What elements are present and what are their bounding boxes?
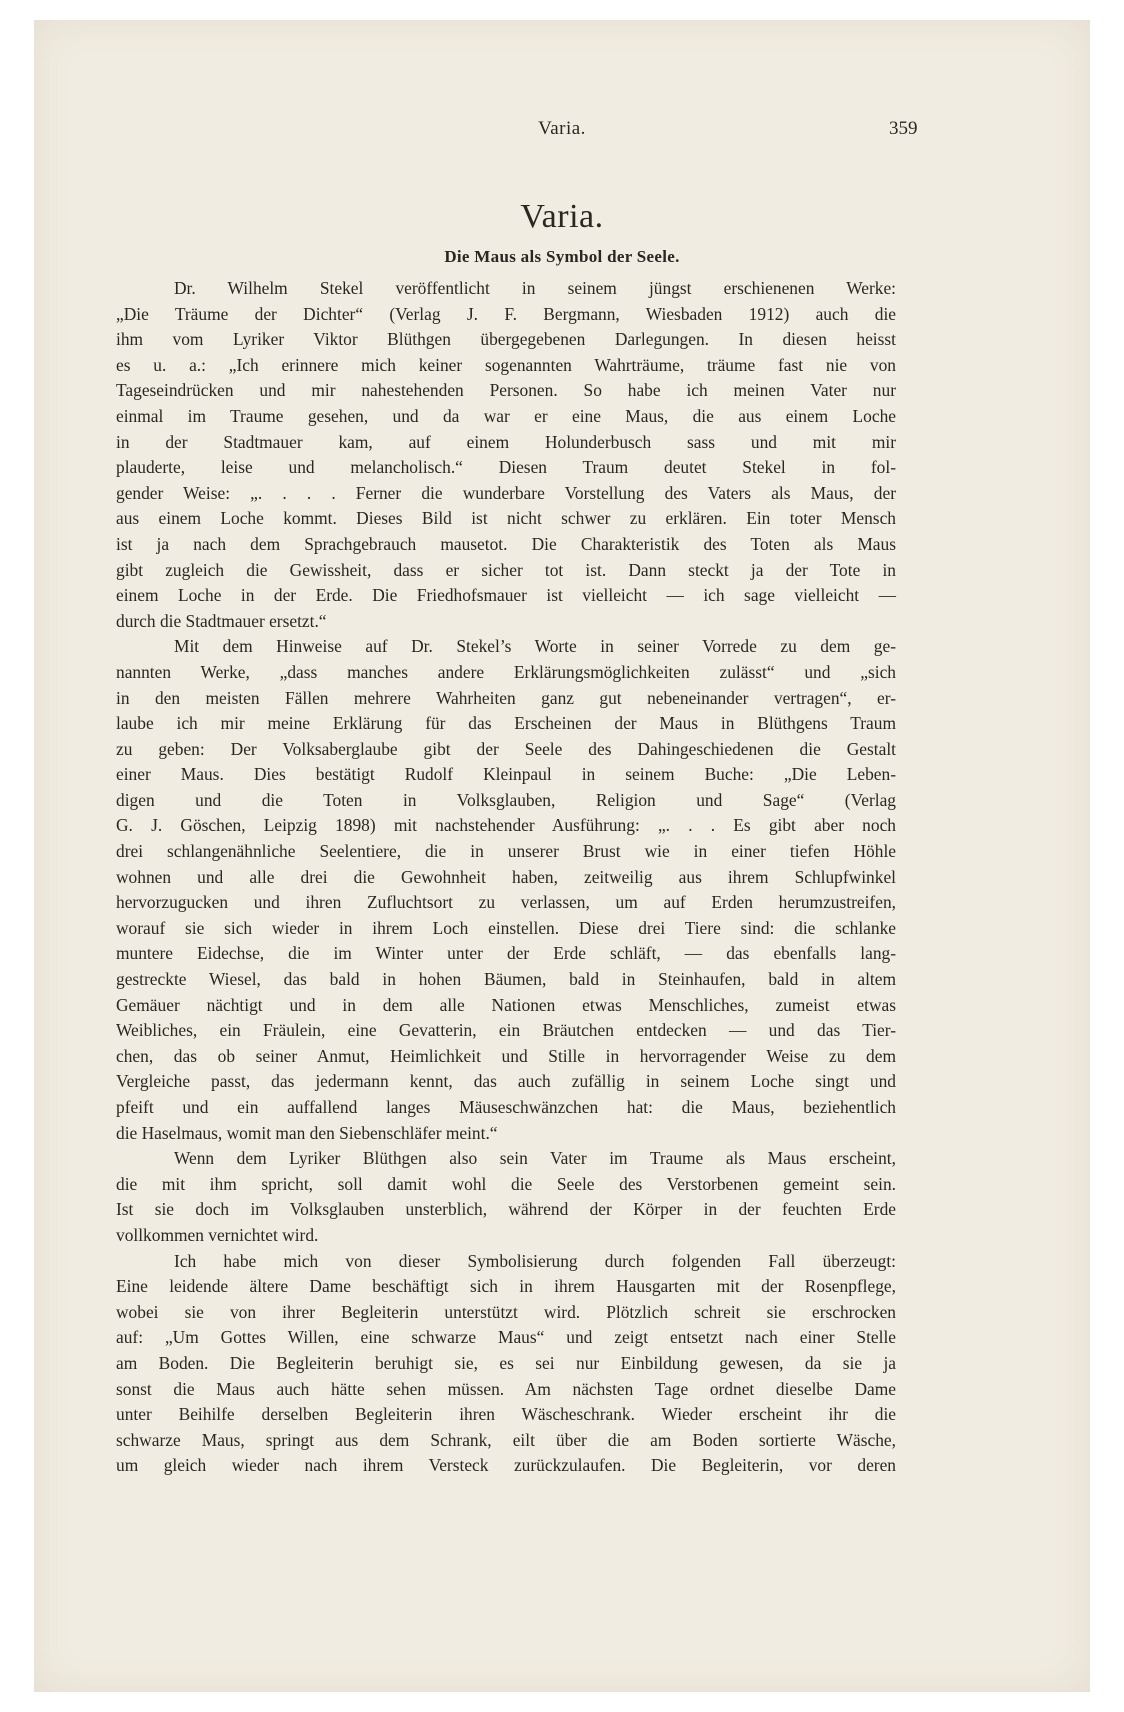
text-line: laube ich mir meine Erklärung für das Erscheinen der Maus in Blüthgens Traum bbox=[116, 713, 896, 734]
text-line: hervorzugucken und ihren Zufluchtsort zu verlassen, um auf Erden herumzustreifen, bbox=[116, 892, 896, 913]
text-line: um gleich wieder nach ihrem Versteck zurückzulaufen. Die Begleiterin, vor deren bbox=[116, 1455, 896, 1476]
section-title: Varia. bbox=[520, 198, 604, 235]
text-line: schwarze Maus, springt aus dem Schrank, eilt über die am Boden sortierte Wäsche, bbox=[116, 1429, 896, 1450]
text-line: Gemäuer nächtigt und in dem alle Nationen etwas Menschliches, zumeist etwas bbox=[116, 994, 896, 1015]
page-number: 359 bbox=[889, 118, 918, 139]
text-line: ist ja nach dem Sprachgebrauch mausetot. Die Charakteristik des Toten als Maus bbox=[116, 533, 896, 554]
text-line: die Haselmaus, womit man den Siebenschläfer meint.“ bbox=[116, 1122, 498, 1143]
text-line: in den meisten Fällen mehrere Wahrheiten ganz gut nebeneinander vertragen“, er- bbox=[116, 687, 896, 708]
text-line: am Boden. Die Begleiterin beruhigt sie, es sei nur Einbildung gewesen, da sie ja bbox=[116, 1352, 896, 1373]
text-line: die mit ihm spricht, soll damit wohl die Seele des Verstorbenen gemeint sein. bbox=[116, 1173, 896, 1194]
text-line: zu geben: Der Volksaberglaube gibt der Seele des Dahingeschiedenen die Gestalt bbox=[116, 738, 896, 759]
article-title: Die Maus als Symbol der Seele. bbox=[444, 247, 680, 266]
text-line: wohnen und alle drei die Gewohnheit haben, zeitweilig aus ihrem Schlupfwinkel bbox=[116, 866, 896, 887]
text-line: drei schlangenähnliche Seelentiere, die in unserer Brust wie in einer tiefen Höhle bbox=[116, 841, 896, 862]
text-line: worauf sie sich wieder in ihrem Loch einstellen. Diese drei Tiere sind: die schlanke bbox=[116, 917, 896, 938]
text-line: „Die Träume der Dichter“ (Verlag J. F. Bergmann, Wiesbaden 1912) auch die bbox=[116, 303, 896, 324]
scanned-page bbox=[34, 20, 1090, 1692]
text-line: es u. a.: „Ich erinnere mich keiner sogenannten Wahrträume, träume fast nie von bbox=[116, 354, 896, 375]
text-line: durch die Stadtmauer ersetzt.“ bbox=[116, 610, 327, 631]
text-line: gibt zugleich die Gewissheit, dass er sicher tot ist. Dann steckt ja der Tote in bbox=[116, 559, 896, 580]
text-line: Ich habe mich von dieser Symbolisierung durch folgenden Fall überzeugt: bbox=[174, 1250, 896, 1271]
text-line: einer Maus. Dies bestätigt Rudolf Kleinpaul in seinem Buche: „Die Leben- bbox=[116, 764, 896, 785]
text-line: gender Weise: „. . . . Ferner die wunderbare Vorstellung des Vaters als Maus, der bbox=[116, 482, 896, 503]
text-line: Weibliches, ein Fräulein, eine Gevatterin, ein Bräutchen entdecken — und das Tier- bbox=[116, 1020, 896, 1041]
text-line: sonst die Maus auch hätte sehen müssen. Am nächsten Tage ordnet dieselbe Dame bbox=[116, 1378, 896, 1399]
text-line: unter Beihilfe derselben Begleiterin ihren Wäscheschrank. Wieder erscheint ihr die bbox=[116, 1404, 896, 1425]
text-line: aus einem Loche kommt. Dieses Bild ist nicht schwer zu erklären. Ein toter Mensch bbox=[116, 508, 896, 529]
running-header bbox=[34, 118, 1090, 146]
text-line: gestreckte Wiesel, das bald in hohen Bäumen, bald in Steinhaufen, bald in altem bbox=[116, 969, 896, 990]
text-line: ihm vom Lyriker Viktor Blüthgen übergegebenen Darlegungen. In diesen heisst bbox=[116, 329, 896, 350]
text-line: Ist sie doch im Volksglauben unsterblich, während der Körper in der feuchten Erde bbox=[116, 1199, 896, 1220]
text-line: Tageseindrücken und mir nahestehenden Personen. So habe ich meinen Vater nur bbox=[116, 380, 896, 401]
text-line: Mit dem Hinweise auf Dr. Stekel’s Worte in seiner Vorrede zu dem ge- bbox=[174, 636, 896, 657]
text-line: chen, das ob seiner Anmut, Heimlichkeit und Stille in hervorragender Weise zu dem bbox=[116, 1045, 896, 1066]
text-line: einem Loche in der Erde. Die Friedhofsmauer ist vielleicht — ich sage vielleicht — bbox=[116, 585, 896, 606]
text-line: vollkommen vernichtet wird. bbox=[116, 1224, 319, 1245]
running-title: Varia. bbox=[538, 118, 586, 139]
text-line: muntere Eidechse, die im Winter unter der Erde schläft, — das ebenfalls lang- bbox=[116, 943, 896, 964]
text-line: pfeift und ein auffallend langes Mäuseschwänzchen hat: die Maus, beziehentlich bbox=[116, 1097, 896, 1117]
text-line: einmal im Traume gesehen, und da war er eine Maus, die aus einem Loche bbox=[116, 405, 896, 426]
text-line: Wenn dem Lyriker Blüthgen also sein Vater im Traume als Maus erscheint, bbox=[174, 1148, 896, 1169]
text-line: in der Stadtmauer kam, auf einem Holunderbusch sass und mit mir bbox=[116, 431, 896, 452]
text-line: Eine leidende ältere Dame beschäftigt sich in ihrem Hausgarten mit der Rosenpflege, bbox=[116, 1276, 896, 1297]
text-line: nannten Werke, „dass manches andere Erklärungsmöglichkeiten zulässt“ und „sich bbox=[116, 661, 896, 682]
text-line: Dr. Wilhelm Stekel veröffentlicht in seinem jüngst erschienenen Werke: bbox=[174, 278, 896, 298]
text-line: G. J. Göschen, Leipzig 1898) mit nachstehender Ausführung: „. . . Es gibt aber noch bbox=[116, 815, 896, 836]
text-line: wobei sie von ihrer Begleiterin unterstützt wird. Plötzlich schreit sie erschrocken bbox=[116, 1301, 896, 1322]
text-line: auf: „Um Gottes Willen, eine schwarze Maus“ und zeigt entsetzt nach einer Stelle bbox=[116, 1327, 896, 1348]
text-line: digen und die Toten in Volksglauben, Religion und Sage“ (Verlag bbox=[116, 789, 896, 810]
article-body bbox=[116, 276, 896, 1479]
text-line: plauderte, leise und melancholisch.“ Diesen Traum deutet Stekel in fol- bbox=[116, 457, 896, 478]
text-line: Vergleiche passt, das jedermann kennt, das auch zufällig in seinem Loche singt und bbox=[116, 1071, 896, 1092]
